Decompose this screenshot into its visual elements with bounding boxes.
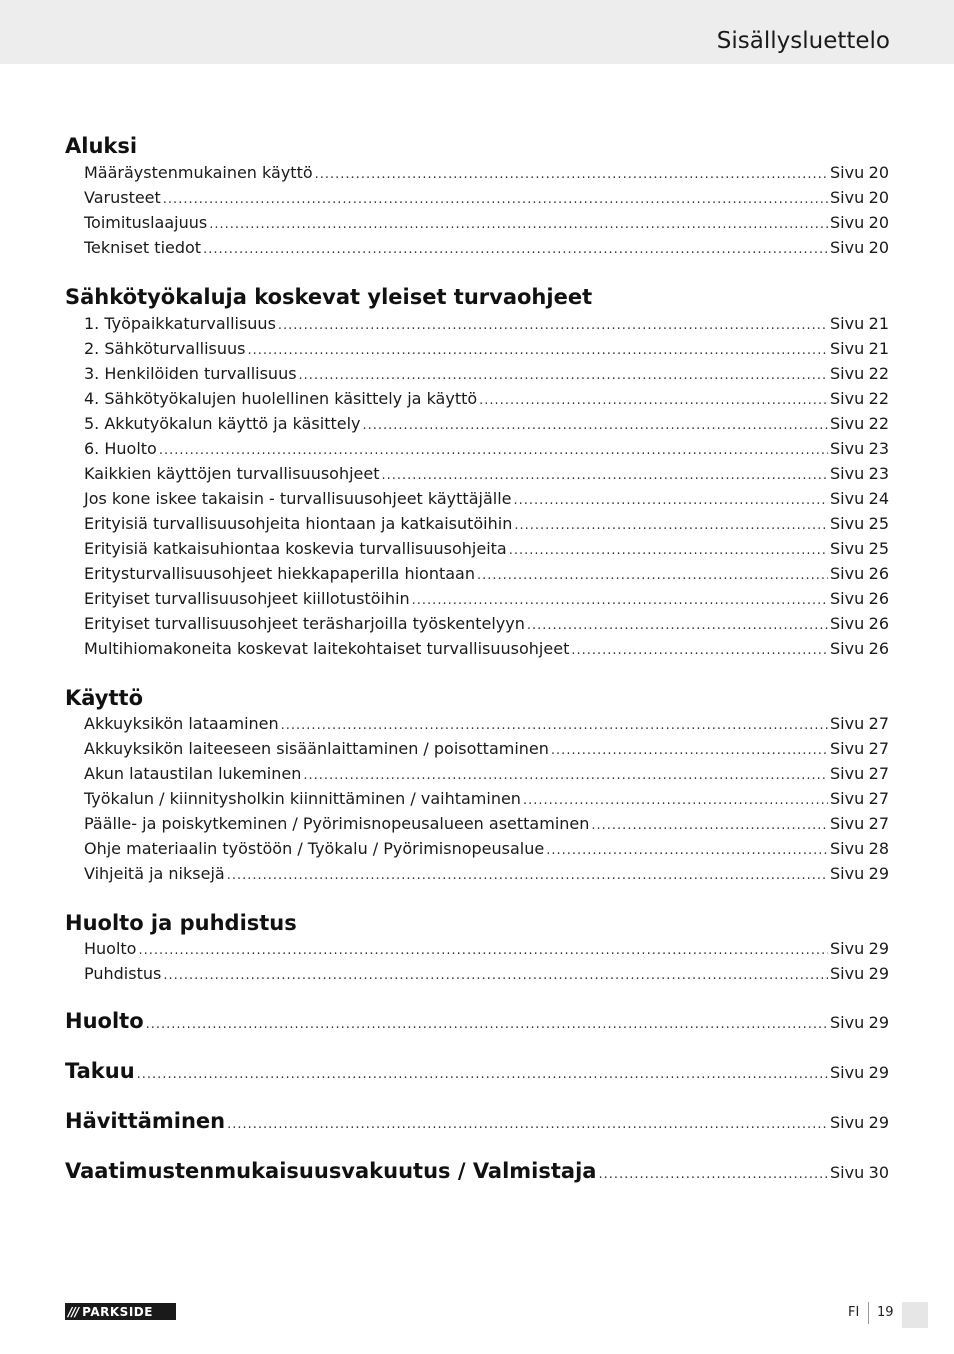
page-number: 25 bbox=[868, 539, 889, 558]
sivu-label: Sivu bbox=[830, 514, 865, 533]
sivu-label: Sivu bbox=[830, 1163, 865, 1182]
entry-title: Vaatimustenmukaisuusvakuutus / Valmistaja bbox=[65, 1159, 597, 1183]
entry-title: Huolto bbox=[65, 1009, 144, 1033]
footer-tab bbox=[902, 1302, 928, 1328]
page-number: 29 bbox=[868, 964, 889, 983]
dot-leader bbox=[412, 593, 828, 608]
entry-title: Varusteet bbox=[84, 188, 161, 207]
toc-entry[interactable] bbox=[84, 364, 889, 386]
sivu-label: Sivu bbox=[830, 864, 865, 883]
page-number: 29 bbox=[868, 1063, 889, 1082]
page-number: 27 bbox=[868, 739, 889, 758]
dot-leader bbox=[163, 192, 828, 207]
entry-title: Eritysturvallisuusohjeet hiekkapaperilla hiontaan bbox=[84, 564, 475, 583]
sivu-label: Sivu bbox=[830, 389, 865, 408]
dot-leader bbox=[514, 518, 828, 533]
entry-title: Akkuyksikön lataaminen bbox=[84, 714, 279, 733]
dot-leader bbox=[591, 818, 828, 833]
toc-entry[interactable] bbox=[84, 539, 889, 561]
page-title: Sisällysluettelo bbox=[716, 28, 890, 54]
entry-title: 3. Henkilöiden turvallisuus bbox=[84, 364, 297, 383]
toc-entry[interactable] bbox=[84, 188, 889, 210]
dot-leader bbox=[513, 493, 828, 508]
page-number: 26 bbox=[868, 639, 889, 658]
dot-leader bbox=[299, 368, 828, 383]
section-heading: Aluksi bbox=[65, 134, 138, 158]
sivu-label: Sivu bbox=[830, 414, 865, 433]
toc-entry[interactable] bbox=[84, 714, 889, 736]
dot-leader bbox=[527, 618, 828, 633]
entry-title: Kaikkien käyttöjen turvallisuusohjeet bbox=[84, 464, 380, 483]
dot-leader bbox=[138, 943, 828, 958]
toc-entry[interactable] bbox=[84, 339, 889, 361]
toc-entry[interactable] bbox=[84, 939, 889, 961]
page-number: 27 bbox=[868, 764, 889, 783]
sivu-label: Sivu bbox=[830, 364, 865, 383]
page-number: 22 bbox=[868, 414, 889, 433]
toc-entry[interactable] bbox=[84, 964, 889, 986]
sivu-label: Sivu bbox=[830, 564, 865, 583]
page-number: 29 bbox=[868, 1113, 889, 1132]
sivu-label: Sivu bbox=[830, 1063, 865, 1082]
page-number: 23 bbox=[868, 464, 889, 483]
page-number: 25 bbox=[868, 514, 889, 533]
entry-title: Akun lataustilan lukeminen bbox=[84, 764, 302, 783]
dot-leader bbox=[598, 1167, 828, 1182]
dot-leader bbox=[137, 1067, 828, 1082]
dot-leader bbox=[163, 968, 828, 983]
sivu-label: Sivu bbox=[830, 1113, 865, 1132]
toc-entry[interactable] bbox=[84, 789, 889, 811]
entry-title: Määräystenmukainen käyttö bbox=[84, 163, 313, 182]
sivu-label: Sivu bbox=[830, 839, 865, 858]
sivu-label: Sivu bbox=[830, 1013, 865, 1032]
toc-entry[interactable] bbox=[84, 864, 889, 886]
dot-leader bbox=[546, 843, 828, 858]
sivu-label: Sivu bbox=[830, 589, 865, 608]
toc-entry[interactable] bbox=[84, 489, 889, 511]
toc-entry[interactable] bbox=[84, 814, 889, 836]
page-number: 26 bbox=[868, 589, 889, 608]
dot-leader bbox=[248, 343, 829, 358]
entry-title: Erityisiä katkaisuhiontaa koskevia turvallisuusohjeita bbox=[84, 539, 507, 558]
dot-leader bbox=[315, 167, 828, 182]
page-number: 20 bbox=[868, 163, 889, 182]
sivu-label: Sivu bbox=[830, 964, 865, 983]
entry-title: 6. Huolto bbox=[84, 439, 157, 458]
entry-title: 1. Työpaikkaturvallisuus bbox=[84, 314, 276, 333]
dot-leader bbox=[477, 568, 828, 583]
toc-entry[interactable] bbox=[84, 213, 889, 235]
page-number: 20 bbox=[868, 213, 889, 232]
toc-main-entry[interactable] bbox=[65, 1009, 889, 1037]
dot-leader bbox=[509, 543, 828, 558]
dot-leader bbox=[227, 868, 828, 883]
toc-entry[interactable] bbox=[84, 314, 889, 336]
toc-entry[interactable] bbox=[84, 564, 889, 586]
toc-entry[interactable] bbox=[84, 639, 889, 661]
entry-title: Erityiset turvallisuusohjeet kiillotustöihin bbox=[84, 589, 410, 608]
dot-leader bbox=[203, 242, 828, 257]
sivu-label: Sivu bbox=[830, 439, 865, 458]
toc-entry[interactable] bbox=[84, 589, 889, 611]
page-number: 23 bbox=[868, 439, 889, 458]
toc-main-entry[interactable] bbox=[65, 1109, 889, 1137]
sivu-label: Sivu bbox=[830, 314, 865, 333]
toc-entry[interactable] bbox=[84, 464, 889, 486]
entry-title: Erityiset turvallisuusohjeet teräsharjoilla työskentelyyn bbox=[84, 614, 525, 633]
sivu-label: Sivu bbox=[830, 789, 865, 808]
page-number: 20 bbox=[868, 238, 889, 257]
page-number: 22 bbox=[868, 364, 889, 383]
page-number: 29 bbox=[868, 939, 889, 958]
page-number: 27 bbox=[868, 714, 889, 733]
page-number: 29 bbox=[868, 1013, 889, 1032]
page-number: 27 bbox=[868, 814, 889, 833]
dot-leader bbox=[523, 793, 828, 808]
sivu-label: Sivu bbox=[830, 639, 865, 658]
entry-title: Huolto bbox=[84, 939, 137, 958]
entry-title: Päälle- ja poiskytkeminen / Pyörimisnopeusalueen asettaminen bbox=[84, 814, 590, 833]
entry-title: 4. Sähkötyökalujen huolellinen käsittely ja käyttö bbox=[84, 389, 478, 408]
sivu-label: Sivu bbox=[830, 339, 865, 358]
parkside-logo bbox=[65, 1303, 176, 1320]
sivu-label: Sivu bbox=[830, 939, 865, 958]
entry-title: Puhdistus bbox=[84, 964, 162, 983]
sivu-label: Sivu bbox=[830, 489, 865, 508]
toc-entry[interactable] bbox=[84, 839, 889, 861]
dot-leader bbox=[382, 468, 828, 483]
toc-main-entry[interactable] bbox=[65, 1059, 889, 1087]
sivu-label: Sivu bbox=[830, 539, 865, 558]
logo-mark: /// bbox=[68, 1304, 79, 1319]
toc-entry[interactable] bbox=[84, 439, 889, 461]
dot-leader bbox=[146, 1017, 828, 1032]
toc-entry[interactable] bbox=[84, 514, 889, 536]
entry-title: Jos kone iskee takaisin - turvallisuusohjeet käyttäjälle bbox=[84, 489, 512, 508]
entry-title: Hävittäminen bbox=[65, 1109, 226, 1133]
page-number: 20 bbox=[868, 188, 889, 207]
entry-title: Erityisiä turvallisuusohjeita hiontaan ja katkaisutöihin bbox=[84, 514, 513, 533]
entry-title: Multihiomakoneita koskevat laitekohtaiset turvallisuusohjeet bbox=[84, 639, 570, 658]
dot-leader bbox=[479, 393, 828, 408]
sivu-label: Sivu bbox=[830, 614, 865, 633]
sivu-label: Sivu bbox=[830, 188, 865, 207]
section-heading: Sähkötyökaluja koskevat yleiset turvaohjeet bbox=[65, 285, 593, 309]
page-number: 26 bbox=[868, 564, 889, 583]
toc-entry[interactable] bbox=[84, 764, 889, 786]
sivu-label: Sivu bbox=[830, 163, 865, 182]
page-number: 21 bbox=[868, 339, 889, 358]
dot-leader bbox=[363, 418, 829, 433]
page-number: 28 bbox=[868, 839, 889, 858]
dot-leader bbox=[209, 217, 828, 232]
page-number: 26 bbox=[868, 614, 889, 633]
dot-leader bbox=[303, 768, 828, 783]
sivu-label: Sivu bbox=[830, 814, 865, 833]
section-heading: Huolto ja puhdistus bbox=[65, 911, 297, 935]
page-number: 22 bbox=[868, 389, 889, 408]
sivu-label: Sivu bbox=[830, 464, 865, 483]
header-band bbox=[0, 0, 954, 64]
page-number: 21 bbox=[868, 314, 889, 333]
sivu-label: Sivu bbox=[830, 764, 865, 783]
toc-main-entry[interactable] bbox=[65, 1159, 889, 1187]
language-code: FI bbox=[848, 1305, 860, 1320]
entry-title: Työkalun / kiinnitysholkin kiinnittäminen / vaihtaminen bbox=[84, 789, 521, 808]
toc-entry[interactable] bbox=[84, 389, 889, 411]
page-number: 30 bbox=[868, 1163, 889, 1182]
dot-leader bbox=[278, 318, 828, 333]
toc-entry[interactable] bbox=[84, 614, 889, 636]
toc-entry[interactable] bbox=[84, 238, 889, 260]
page-number-footer: 19 bbox=[877, 1305, 894, 1320]
entry-title: 2. Sähköturvallisuus bbox=[84, 339, 246, 358]
toc-entry[interactable] bbox=[84, 739, 889, 761]
dot-leader bbox=[281, 718, 828, 733]
logo-text: PARKSIDE bbox=[82, 1304, 153, 1319]
toc-entry[interactable] bbox=[84, 163, 889, 185]
dot-leader bbox=[159, 443, 828, 458]
entry-title: Vihjeitä ja niksejä bbox=[84, 864, 225, 883]
page-number: 27 bbox=[868, 789, 889, 808]
dot-leader bbox=[227, 1117, 828, 1132]
sivu-label: Sivu bbox=[830, 238, 865, 257]
footer-divider bbox=[868, 1302, 869, 1324]
entry-title: Takuu bbox=[65, 1059, 135, 1083]
page-number: 24 bbox=[868, 489, 889, 508]
entry-title: Tekniset tiedot bbox=[84, 238, 202, 257]
dot-leader bbox=[551, 743, 828, 758]
sivu-label: Sivu bbox=[830, 213, 865, 232]
entry-title: Ohje materiaalin työstöön / Työkalu / Pyörimisnopeusalue bbox=[84, 839, 545, 858]
page-number: 29 bbox=[868, 864, 889, 883]
entry-title: 5. Akkutyökalun käyttö ja käsittely bbox=[84, 414, 361, 433]
entry-title: Akkuyksikön laiteeseen sisäänlaittaminen / poisottaminen bbox=[84, 739, 549, 758]
sivu-label: Sivu bbox=[830, 714, 865, 733]
entry-title: Toimituslaajuus bbox=[84, 213, 208, 232]
dot-leader bbox=[571, 643, 828, 658]
sivu-label: Sivu bbox=[830, 739, 865, 758]
section-heading: Käyttö bbox=[65, 686, 143, 710]
toc-entry[interactable] bbox=[84, 414, 889, 436]
